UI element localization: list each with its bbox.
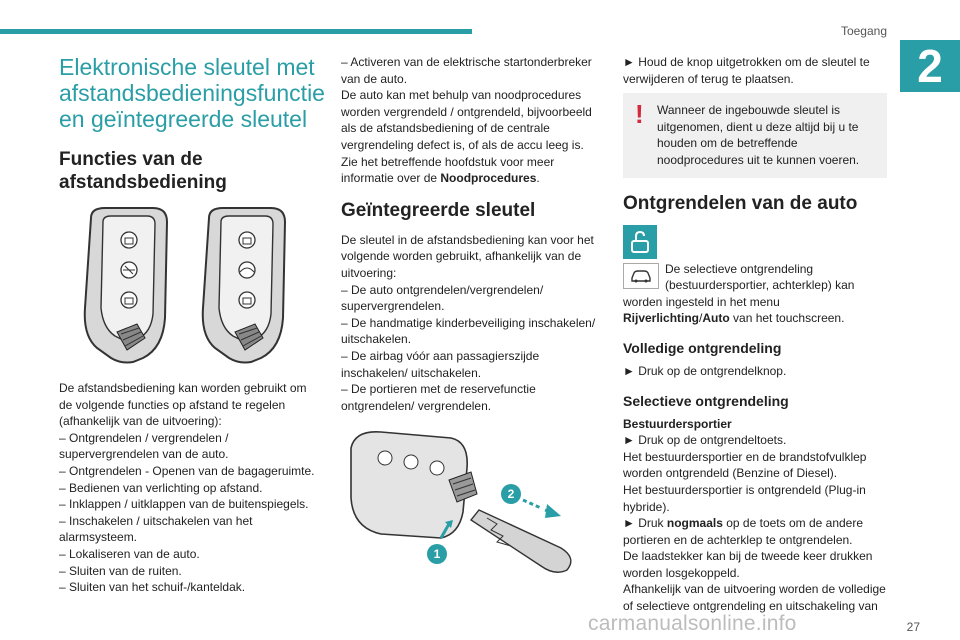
selective-step: De laadstekker kan bij de tweede keer drukken worden losgekoppeld. — [623, 549, 873, 580]
selective-step: Afhankelijk van de uitvoering worden de volledige of selectieve ontgrendeling en uitschakeling van — [623, 582, 886, 614]
remote-intro: De afstandsbediening kan worden gebruikt om de volgende functies op afstand te regelen (afhankelijk van de uitvoering): — [59, 381, 307, 429]
remote-function-list — [59, 430, 321, 596]
list-item: – Activeren van de elektrische startonderbreker van de auto. — [341, 55, 592, 86]
heading-integrated-key: Geïntegreerde sleutel — [341, 199, 536, 221]
list-item: – Ontgrendelen / vergrendelen / supervergrendelen van de auto. — [59, 430, 229, 462]
heading-remote-functions: Functies van de afstandsbediening — [59, 149, 227, 193]
selective-text: De selectieve ontgrendeling (bestuurdersportier, achterklep) kan worden ingesteld in het menu — [623, 261, 855, 309]
page-number: 27 — [906, 620, 920, 634]
menu-lighting: Rijverlichting — [623, 311, 700, 326]
list-item: – Ontgrendelen - Openen van de bagageruimte. — [59, 463, 315, 478]
hold-button-text: ► Houd de knop uitgetrokken om de sleutel te verwijderen of terug te plaatsen. — [623, 55, 870, 86]
menu-separator: / — [699, 311, 703, 326]
list-item: – De airbag vóór aan passagierszijde inschakelen/ uitschakelen. — [341, 348, 540, 380]
page-title: Elektronische sleutel met afstandsbedieningsfunctie en geïntegreerde sleutel — [59, 54, 325, 132]
selective-step: ► Druk op de ontgrendeltoets. — [623, 433, 787, 448]
press-bold: nogmaals — [666, 516, 723, 531]
heading-unlock: Ontgrendelen van de auto — [623, 192, 858, 214]
press-again-text — [623, 515, 887, 548]
column-2 — [341, 54, 603, 596]
integrated-intro: De sleutel in de afstandsbediening kan voor het volgende worden gebruikt, afhankelijk van de uitvoering: — [341, 232, 594, 280]
list-item: – De handmatige kinderbeveiliging inschakelen/ uitschakelen. — [341, 315, 596, 347]
list-item: – Inschakelen / uitschakelen van het alarmsysteem. — [59, 513, 253, 545]
press-post: op de toets om de andere portieren en de achterklep te ontgrendelen. — [623, 516, 864, 547]
selective-step: Het bestuurdersportier is ontgrendeld (Plug-in hybride). — [623, 482, 866, 514]
list-item: – Sluiten van het schuif-/kanteldak. — [59, 580, 246, 595]
column-1 — [59, 54, 325, 596]
key-removal-illustration — [341, 428, 603, 596]
list-item: – Inklappen / uitklappen van de buitenspiegels. — [59, 497, 309, 512]
warning-text: Wanneer de ingebouwde sleutel is uitgenomen, dient u deze altijd bij u te houden om de betreffende noodprocedures uit te kunnen voeren. — [657, 103, 860, 167]
callout-2: 2 — [507, 487, 515, 502]
section-title: Toegang — [840, 24, 887, 38]
list-item: – De auto ontgrendelen/vergrendelen/ supervergrendelen. — [341, 282, 544, 314]
emergency-text: De auto kan met behulp van noodprocedures worden vergrendeld / ontgrendeld, bijvoorbeeld als de afstandsbediening of de centrale vergrendeling defect is, of als de accu leeg is. Zie het betreffende hoofdstuk voor meer informatie over de — [341, 88, 592, 186]
column-3 — [623, 54, 887, 615]
menu-auto: Auto — [702, 311, 730, 326]
list-item: – Sluiten van de ruiten. — [59, 563, 182, 578]
list-item: – Lokaliseren van de auto. — [59, 546, 200, 561]
integrated-key-list — [341, 282, 603, 415]
selective-config-paragraph — [623, 261, 887, 327]
car-icon — [623, 263, 659, 289]
warning-icon: ! — [635, 99, 644, 130]
selective-end: van het touchscreen. — [729, 311, 845, 326]
press-pre: ► Druk — [623, 516, 667, 531]
remote-keys-illustration — [59, 204, 321, 370]
list-item: – Bedienen van verlichting op afstand. — [59, 480, 263, 495]
heading-selective-unlock: Selectieve ontgrendeling — [623, 392, 789, 409]
selective-step: Het bestuurdersportier en de brandstofvulklep worden ontgrendeld (Benzine of Diesel). — [623, 449, 867, 481]
driver-door-heading: Bestuurdersportier — [623, 416, 732, 431]
emergency-link: Noodprocedures — [440, 171, 537, 186]
full-unlock-text: ► Druk op de ontgrendelknop. — [623, 363, 787, 378]
emergency-end: . — [536, 171, 540, 186]
watermark: carmanualsonline.info — [588, 612, 797, 635]
heading-full-unlock: Volledige ontgrendeling — [623, 339, 782, 356]
callout-1: 1 — [433, 547, 441, 562]
header-accent-bar — [0, 29, 472, 34]
unlock-icon — [623, 225, 657, 259]
chapter-number: 2 — [900, 40, 960, 92]
list-item: – De portieren met de reservefunctie ontgrendelen/ vergrendelen. — [341, 382, 536, 413]
emergency-note — [341, 87, 603, 187]
warning-box — [623, 93, 887, 177]
